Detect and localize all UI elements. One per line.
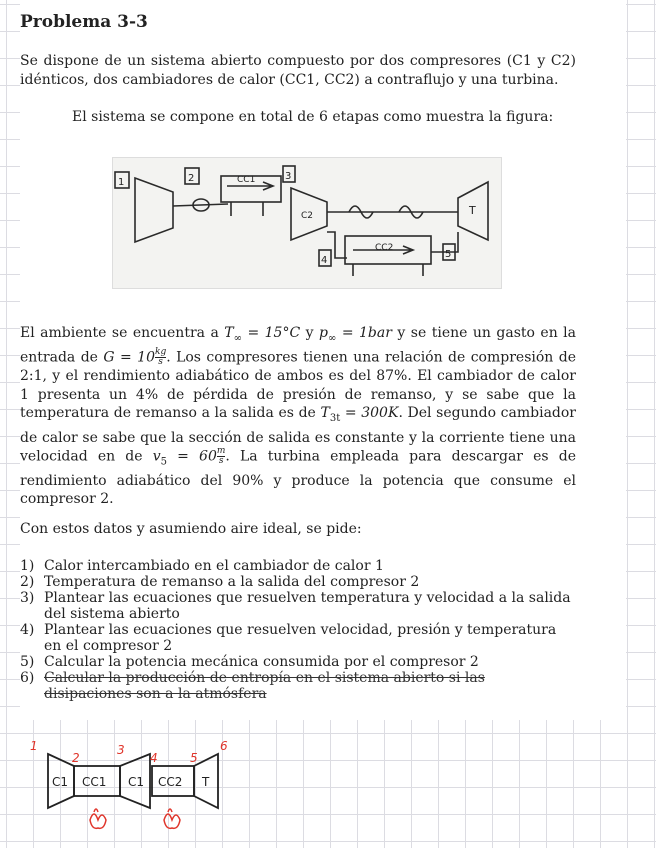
sketch-state-1: 1 <box>30 739 38 753</box>
fig-label-1: 1 <box>118 177 125 188</box>
intro-paragraph: Se dispone de un sistema abierto compuesto por dos compresores (C1 y C2) idénticos, dos cambiadores de calor (CC1, CC2) a contraflujo y una turbina. <box>20 53 576 88</box>
list-item: 5) Calcular la potencia mecánica consumida por el compresor 2 <box>20 654 479 670</box>
fig-t: T <box>469 204 476 217</box>
list-item: 3) Plantear las ecuaciones que resuelven temperatura y velocidad a la salida del sistema abierto <box>20 590 571 622</box>
list-item: 2) Temperatura de remanso a la salida del compresor 2 <box>20 574 420 590</box>
list-item: 1) Calor intercambiado en el cambiador de calor 1 <box>20 558 384 574</box>
questions-list <box>20 558 576 702</box>
sketch-label-c2: C1 <box>128 775 145 789</box>
fig-label-3: 3 <box>285 171 292 182</box>
fig-label-4: 4 <box>321 255 328 266</box>
sketch-state-4: 4 <box>150 751 158 765</box>
fig-label-2: 2 <box>188 173 195 184</box>
sketch-label-c1: C1 <box>52 775 69 789</box>
fig-c2: C2 <box>301 211 314 221</box>
list-item: 4) Plantear las ecuaciones que resuelven velocidad, presión y temperatura en el compresor 2 <box>20 622 557 654</box>
list-item-struck: 6) Calcular la producción de entropía en el sistema abierto si las disipaciones son a la atmósfera <box>20 670 485 702</box>
sketch-state-3: 3 <box>117 743 125 757</box>
fig-cc1: CC1 <box>237 175 256 185</box>
stages-sentence: El sistema se compone en total de 6 etapas como muestra la figura: <box>72 109 554 125</box>
compressor-1-shape <box>135 178 173 242</box>
fig-cc2: CC2 <box>375 243 394 253</box>
sketch-state-5: 5 <box>190 751 198 765</box>
sketch-state-6: 6 <box>220 739 228 753</box>
sketch-state-2: 2 <box>72 751 80 765</box>
sketch-label-cc2: CC2 <box>158 775 183 789</box>
flame-icon-2 <box>164 814 180 828</box>
sketch-label-cc1: CC1 <box>82 775 107 789</box>
sketch-label-t: T <box>202 775 210 789</box>
request-sentence: Con estos datos y asumiendo aire ideal, se pide: <box>20 521 362 537</box>
fig-label-5: 5 <box>445 249 452 260</box>
data-paragraph: El ambiente se encuentra a $T_\infty = 15^\circ C$ y $p_\infty = 1bar$ y se tiene un gasto en la entrada de G = 10 $\frac{kg}{s}$ . Los compresores tienen una relación de compresión de 2:1, y el rendimiento adiabático de ambos es del 87%. El cambiador de calor 1 presenta un 4% de pérdida de presión de remanso, y se sabe que la temperatura de remanso a la salida es de $T_{3t} = 300K$. Del segundo cambiador de calor se sabe que la sección de salida es constante y la corriente tiene una velocidad en de $v_5 = 60$ $\frac{m}{s}$ . La turbina empleada para descargar es de rendimiento adiabático del 90% y produce la potencia que consume el compresor 2. <box>20 325 577 508</box>
flame-icon-1 <box>90 814 106 828</box>
handwritten-sketch <box>0 724 656 848</box>
system-schematic <box>112 157 502 289</box>
problem-title: Problema 3-3 <box>20 12 148 32</box>
